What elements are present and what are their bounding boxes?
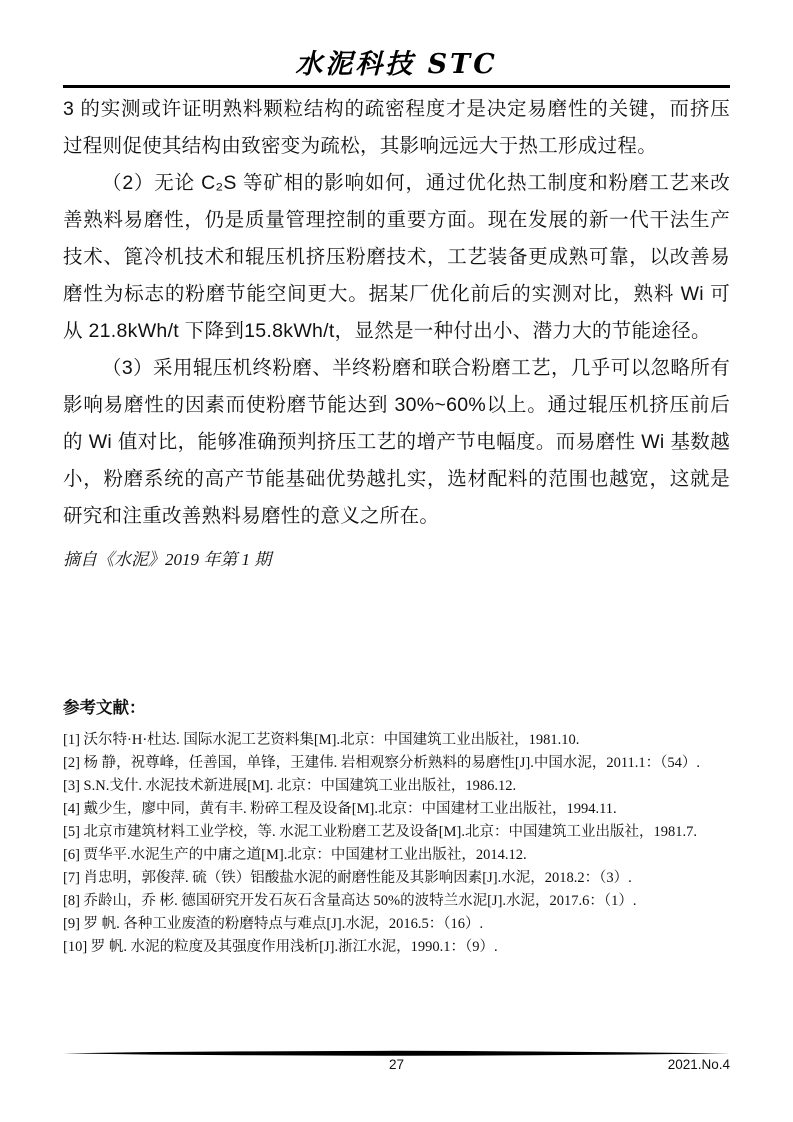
reference-item-6: [6] 贾华平.水泥生产的中庸之道[M].北京：中国建材工业出版社，2014.12. — [63, 847, 527, 863]
paragraph-point-3: （3）采用辊压机终粉磨、半终粉磨和联合粉磨工艺，几乎可以忽略所有影响易磨性的因素而使粉磨节能达到 30%~60%以上。通过辊压机挤压前后的 Wi 值对比，能够准确预判挤压工艺的增产节电幅度。而易磨性 Wi 基数越小，粉磨系统的高产节能基础优势越扎实，选材配料的范围也越宽，这就是研究和注重改善熟料易磨性的意义之所在。 — [63, 357, 730, 527]
journal-title: 水泥科技 STC — [295, 49, 498, 80]
paragraph-continuation: 3 的实测或许证明熟料颗粒结构的疏密程度才是决定易磨性的关键，而挤压过程则促使其结构由致密变为疏松，其影响远远大于热工形成过程。 — [63, 98, 730, 157]
reference-item-7: [7] 肖忠明，郭俊萍. 硫（铁）铝酸盐水泥的耐磨性能及其影响因素[J].水泥，2018.2：（3）. — [63, 870, 632, 886]
source-note: 摘自《水泥》2019 年第 1 期 — [63, 550, 272, 569]
paragraph-point-2: （2）无论 C₂S 等矿相的影响如何，通过优化热工制度和粉磨工艺来改善熟料易磨性，仍是质量管理控制的重要方面。现在发展的新一代干法生产技术、篦冷机技术和辊压机挤压粉磨技术，工艺装备更成熟可靠，以改善易磨性为标志的粉磨节能空间更大。据某厂优化前后的实测对比，熟料 Wi 可从 21.8kWh/t 下降到15.8kWh/t，显然是一种付出小、潜力大的节能途径。 — [63, 172, 730, 342]
reference-item-4: [4] 戴少生，廖中同，黄有丰. 粉碎工程及设备[M].北京：中国建材工业出版社，1994.11. — [63, 801, 617, 817]
page-footer — [63, 1057, 730, 1077]
issue-label: 2021.No.4 — [667, 1057, 730, 1072]
reference-item-2: [2] 杨 静，祝尊峰，任善国，单锋，王建伟. 岩相观察分析熟料的易磨性[J].中国水泥，2011.1：（54）. — [63, 755, 701, 771]
reference-item-5: [5] 北京市建筑材料工业学校，等. 水泥工业粉磨工艺及设备[M].北京：中国建筑工业出版社，1981.7. — [63, 824, 697, 840]
header-rule — [63, 85, 730, 88]
page-number: 27 — [388, 1057, 405, 1072]
reference-item-8: [8] 乔龄山，乔 彬. 德国研究开发石灰石含量高达 50%的波特兰水泥[J].水泥，2017.6：（1）. — [63, 893, 637, 909]
reference-item-9: [9] 罗 帆. 各种工业废渣的粉磨特点与难点[J].水泥，2016.5：（16）. — [63, 916, 484, 932]
references-heading: 参考文献： — [63, 698, 146, 717]
footer-rule — [63, 1050, 730, 1057]
reference-item-10: [10] 罗 帆. 水泥的粒度及其强度作用浅析[J].浙江水泥，1990.1：（9）. — [63, 939, 498, 955]
reference-item-1: [1] 沃尔特·H·杜达. 国际水泥工艺资料集[M].北京：中国建筑工业出版社，1981.10. — [63, 732, 580, 748]
article-body — [63, 91, 730, 543]
references-section — [63, 697, 730, 959]
reference-item-3: [3] S.N.戈什. 水泥技术新进展[M]. 北京：中国建筑工业出版社，1986.12. — [63, 778, 517, 794]
